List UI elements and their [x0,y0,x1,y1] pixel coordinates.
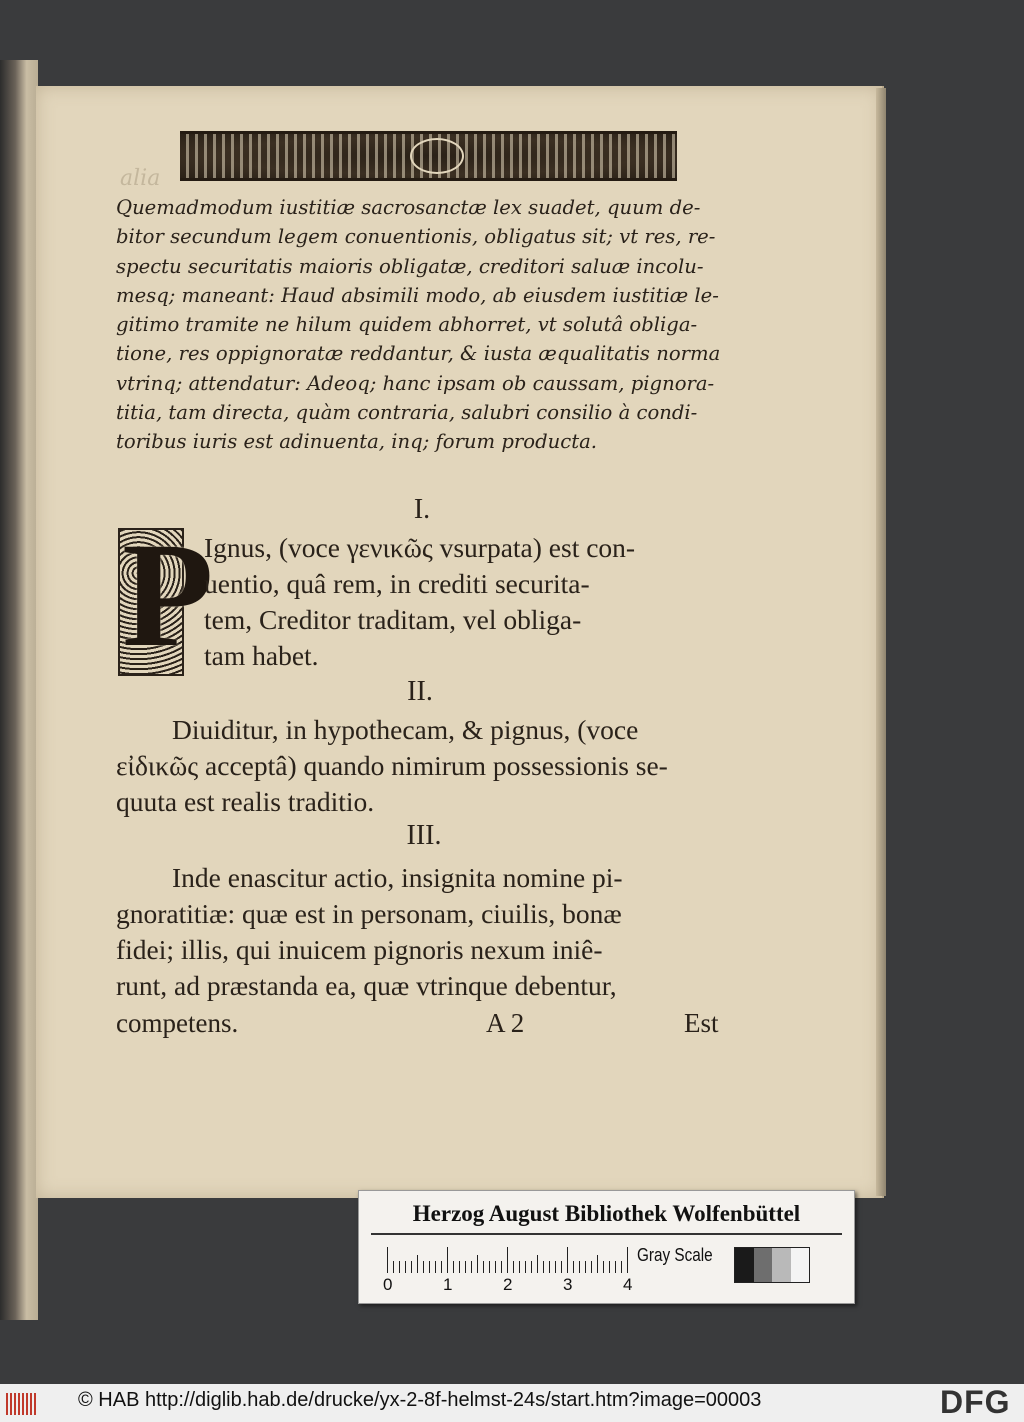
text-line: bitor secundum legem conuentionis, obligatus sit; vt res, re- [116,225,716,249]
ruler-tick [423,1261,424,1273]
text-line: Quemadmodum iustitiæ sacrosanctæ lex suadet, quum de- [116,196,701,219]
ruler-tick [621,1261,622,1273]
text-line: gnoratitiæ: quæ est in personam, ciuilis, bonæ [116,898,622,929]
section-numeral-3: III. [406,820,442,851]
ruler-tick [507,1247,508,1273]
signature-mark: A 2 [486,1008,525,1038]
ruler-tick [429,1261,430,1273]
book-spine-edge [0,60,38,1320]
text-line: quuta est realis traditio. [116,786,375,817]
gray-scale-swatches [734,1247,810,1283]
ruler-tick [561,1261,562,1273]
text-line: gitimo tramite ne hilum quidem abhorret, vt solutâ obliga- [116,313,698,337]
text-line: Diuiditur, in hypothecam, & pignus, (voce [172,714,639,745]
gray-swatch [772,1248,791,1282]
ruler-tick [603,1261,604,1273]
text-line: runt, ad præstanda ea, quæ vtrinque debentur, [116,970,617,1001]
page-edge [876,88,886,1196]
ruler-tick [399,1261,400,1273]
ruler-tick [579,1261,580,1273]
text-line: fidei; illis, qui inuicem pignoris nexum iniê- [116,934,603,965]
text-line: εἰδικῶς acceptâ) quando nimirum possessionis se- [116,750,668,781]
library-scale-card [358,1190,855,1304]
ruler-tick [477,1255,478,1273]
ruler-tick [471,1261,472,1273]
ruler-tick [501,1261,502,1273]
section-numeral-2: II. [407,676,433,707]
gray-swatch [754,1248,773,1282]
ruler-number: 2 [503,1275,513,1294]
ruler-tick [531,1261,532,1273]
ruler-tick [417,1255,418,1273]
ruler-tick [585,1261,586,1273]
ruler-number: 3 [563,1275,573,1294]
ruler-tick [537,1255,538,1273]
gray-swatch [791,1248,810,1282]
ruler-tick [615,1261,616,1273]
ruler-tick [411,1261,412,1273]
text-line: toribus iuris est adinuenta, inq; forum producta. [116,430,597,454]
text-line: tem, Creditor traditam, vel obliga- [204,604,582,635]
paragraph-2 [116,712,668,820]
ruler-tick [567,1247,568,1273]
cm-ruler [387,1245,631,1273]
gray-scale-label: Gray Scale [637,1245,713,1265]
barcode-icon [6,1393,36,1415]
ruler-tick [597,1255,598,1273]
ruler-tick [459,1261,460,1273]
ruler-tick [405,1261,406,1273]
ruler-tick [513,1261,514,1273]
last-line-word: competens. [116,1008,239,1038]
ruler-tick [519,1261,520,1273]
text-line: Inde enascitur actio, insignita nomine pi- [172,862,623,893]
text-line: tione, res oppignoratæ reddantur, & iusta æqualitatis norma [116,342,721,366]
paragraph-1 [204,530,635,674]
ruler-number: 1 [443,1275,453,1294]
ruler-tick [387,1247,388,1273]
ruler-tick [525,1261,526,1273]
footer-url[interactable]: © HAB http://diglib.hab.de/drucke/yx-2-8f-helmst-24s/start.htm?image=00003 [78,1389,762,1411]
ruler-tick [465,1261,466,1273]
library-name: Herzog August Bibliothek Wolfenbüttel [412,1201,801,1226]
ruler-tick [393,1261,394,1273]
ruler-tick [495,1261,496,1273]
ruler-tick [483,1261,484,1273]
text-line: Ignus, (voce γενικῶς vsurpata) est con- [204,532,636,563]
ruler-tick [489,1261,490,1273]
bleed-through-text: alia [120,166,161,191]
catchword: Est [684,1008,719,1038]
text-line: tam habet. [204,640,319,671]
ruler-tick [609,1261,610,1273]
ruler-tick [627,1247,628,1273]
text-line: mesq; maneant: Haud absimili modo, ab eiusdem iustitiæ le- [116,283,719,307]
card-divider [371,1233,842,1235]
decorated-initial-letter: P [122,512,214,678]
dfg-logo: DFG [940,1384,1011,1420]
ruler-tick [543,1261,544,1273]
ruler-tick [573,1261,574,1273]
paragraph-3 [116,860,623,1004]
text-line: spectu securitatis maioris obligatæ, creditori saluæ incolu- [116,254,704,278]
italic-preface [116,193,734,457]
section-numeral-1: I. [413,494,431,525]
ruler-tick [447,1247,448,1273]
ruler-tick [435,1261,436,1273]
text-line: uentio, quâ rem, in crediti securita- [204,568,590,599]
ruler-number: 4 [623,1275,633,1294]
gray-swatch [735,1248,754,1282]
headpiece-medallion [410,138,464,174]
ruler-tick [591,1261,592,1273]
ruler-number: 0 [383,1275,393,1294]
text-line: vtrinq; attendatur: Adeoq; hanc ipsam ob caussam, pignora- [116,371,715,395]
ruler-tick [549,1261,550,1273]
ruler-tick [555,1261,556,1273]
ruler-tick [453,1261,454,1273]
text-line: titia, tam directa, quàm contraria, salubri consilio à condi- [116,401,698,425]
ruler-tick [441,1261,442,1273]
